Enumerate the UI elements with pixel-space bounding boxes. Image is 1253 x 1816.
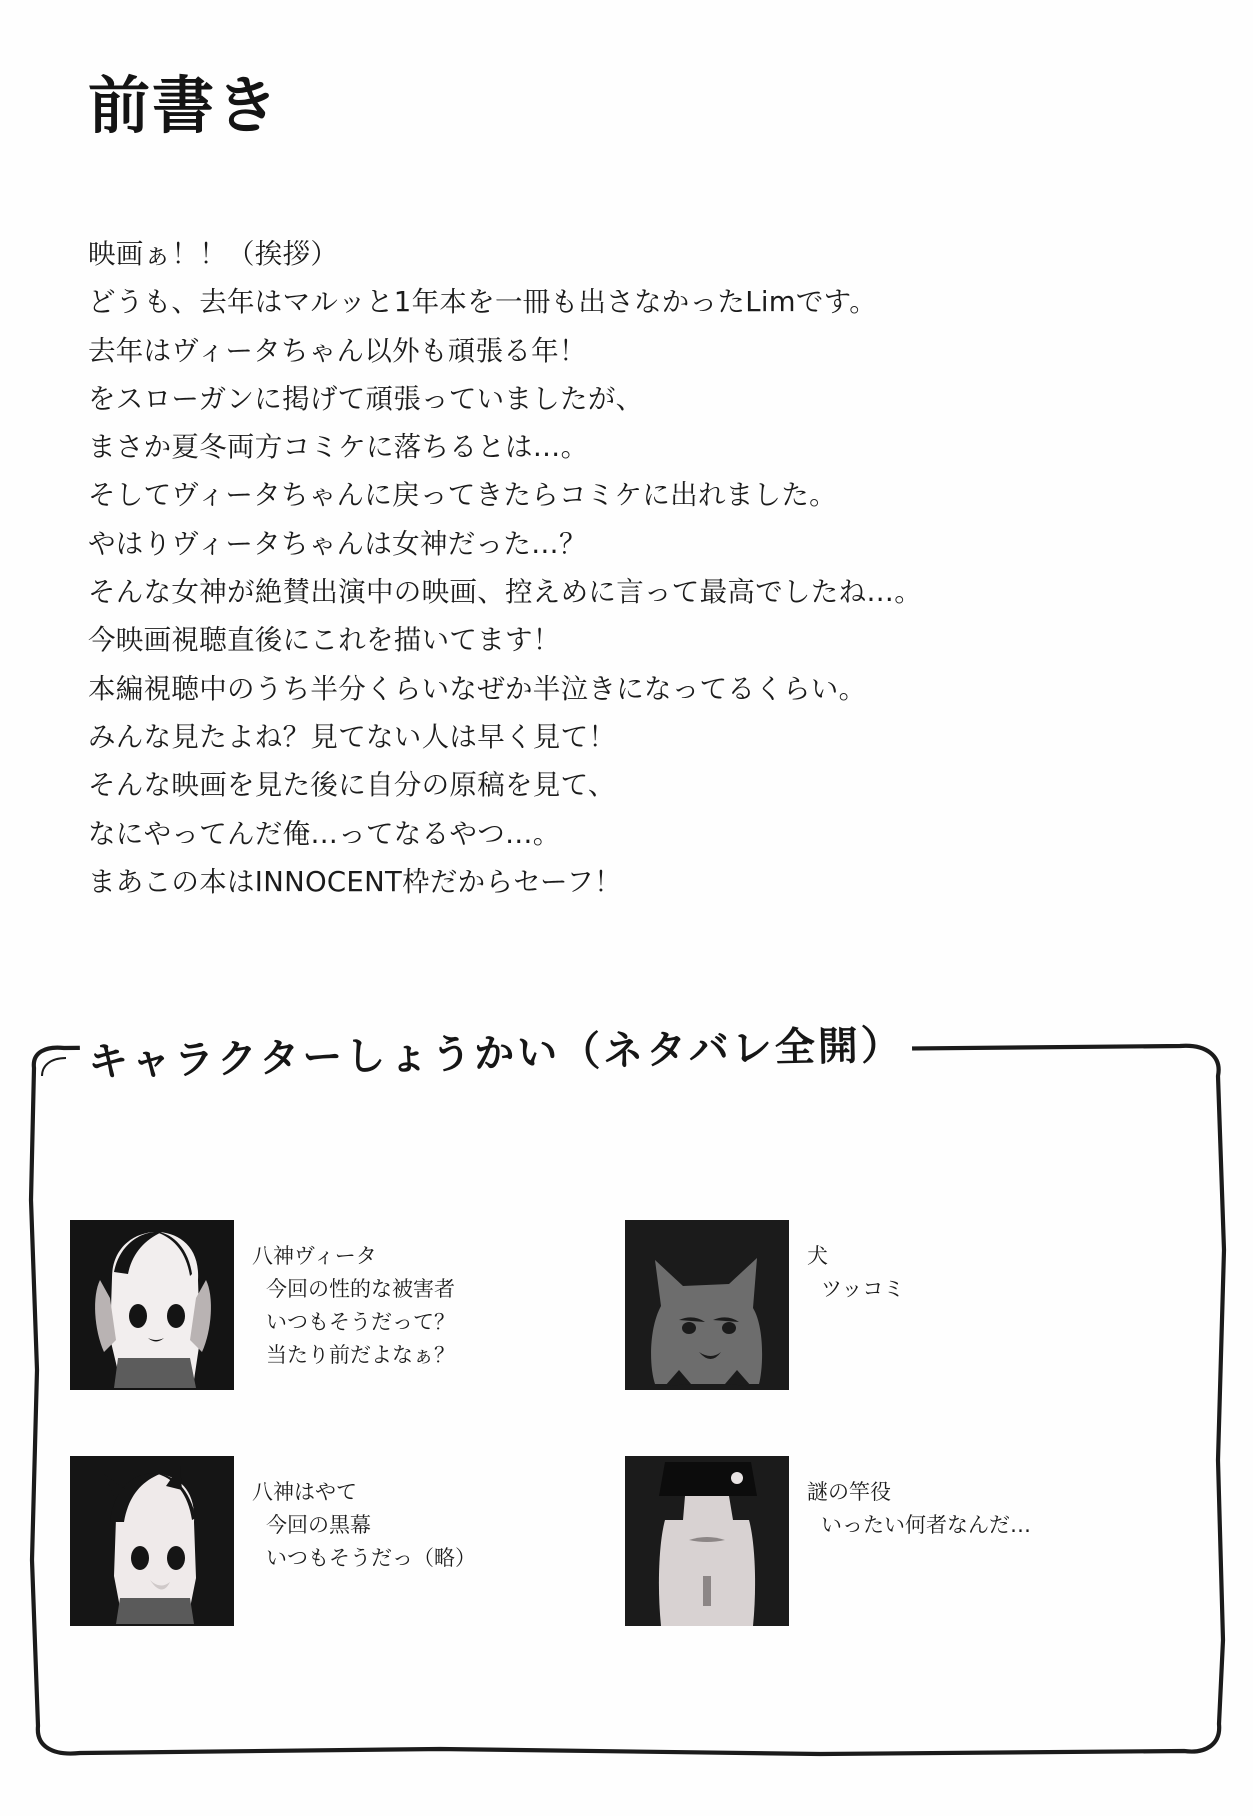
character-card-row <box>70 1220 1180 1390</box>
intro-paragraph <box>88 230 1158 906</box>
intro-line: なにやってんだ俺…ってなるやつ…。 <box>88 817 561 850</box>
character-line: 今回の黒幕 <box>266 1513 371 1537</box>
character-line: いつもそうだっ（略） <box>266 1546 476 1570</box>
character-name: 八神はやて <box>252 1480 357 1504</box>
page-title: 前書き <box>88 69 281 142</box>
character-card <box>625 1220 1180 1390</box>
intro-line: 去年はヴィータちゃん以外も頑張る年！ <box>88 334 587 367</box>
character-line: 当たり前だよなぁ？ <box>266 1343 455 1367</box>
intro-line: をスローガンに掲げて頑張っていましたが、 <box>88 382 644 415</box>
intro-line: みんな見たよね？見てない人は早く見て！ <box>88 720 617 753</box>
character-line: 今回の性的な被害者 <box>266 1277 455 1301</box>
character-card-row <box>70 1456 1180 1626</box>
character-line: いったい何者なんだ… <box>821 1513 1031 1537</box>
intro-line: そしてヴィータちゃんに戻ってきたらコミケに出れました。 <box>88 479 837 512</box>
vita-portrait-thumbnail <box>70 1220 234 1390</box>
intro-line: やはりヴィータちゃんは女神だった…？ <box>88 527 587 560</box>
character-name: 犬 <box>807 1244 828 1268</box>
dog-portrait-thumbnail <box>625 1220 789 1390</box>
character-description <box>252 1220 455 1372</box>
intro-line: まさか夏冬両方コミケに落ちるとは…。 <box>88 431 589 464</box>
character-line: いつもそうだって？ <box>266 1310 455 1334</box>
intro-line: 本編視聴中のうち半分くらいなぜか半泣きになってるくらい。 <box>88 672 867 705</box>
character-card-grid <box>70 1220 1180 1692</box>
character-description <box>252 1456 476 1575</box>
character-card <box>70 1220 625 1390</box>
character-card <box>625 1456 1180 1626</box>
intro-line: そんな女神が絶賛出演中の映画、控えめに言って最高でしたね…。 <box>88 576 922 609</box>
character-name: 謎の竿役 <box>807 1480 891 1504</box>
intro-line: そんな映画を見た後に自分の原稿を見て、 <box>88 769 616 802</box>
character-line: ツッコミ <box>821 1277 905 1301</box>
character-name: 八神ヴィータ <box>252 1244 377 1268</box>
hayate-portrait-thumbnail <box>70 1456 234 1626</box>
character-description <box>807 1456 1031 1542</box>
intro-line: まあこの本はINNOCENT枠だからセーフ！ <box>88 865 622 898</box>
intro-line: どうも、去年はマルッと1年本を一冊も出さなかったLimです。 <box>88 286 878 319</box>
character-card <box>70 1456 625 1626</box>
mystery-man-portrait-thumbnail <box>625 1456 789 1626</box>
intro-line: 今映画視聴直後にこれを描いてます！ <box>88 624 561 657</box>
intro-line: 映画ぁ！！（挨拶） <box>88 238 339 270</box>
section-heading: キャラクターしょうかい（ネタバレ全開） <box>79 1013 912 1087</box>
character-description <box>807 1220 904 1306</box>
